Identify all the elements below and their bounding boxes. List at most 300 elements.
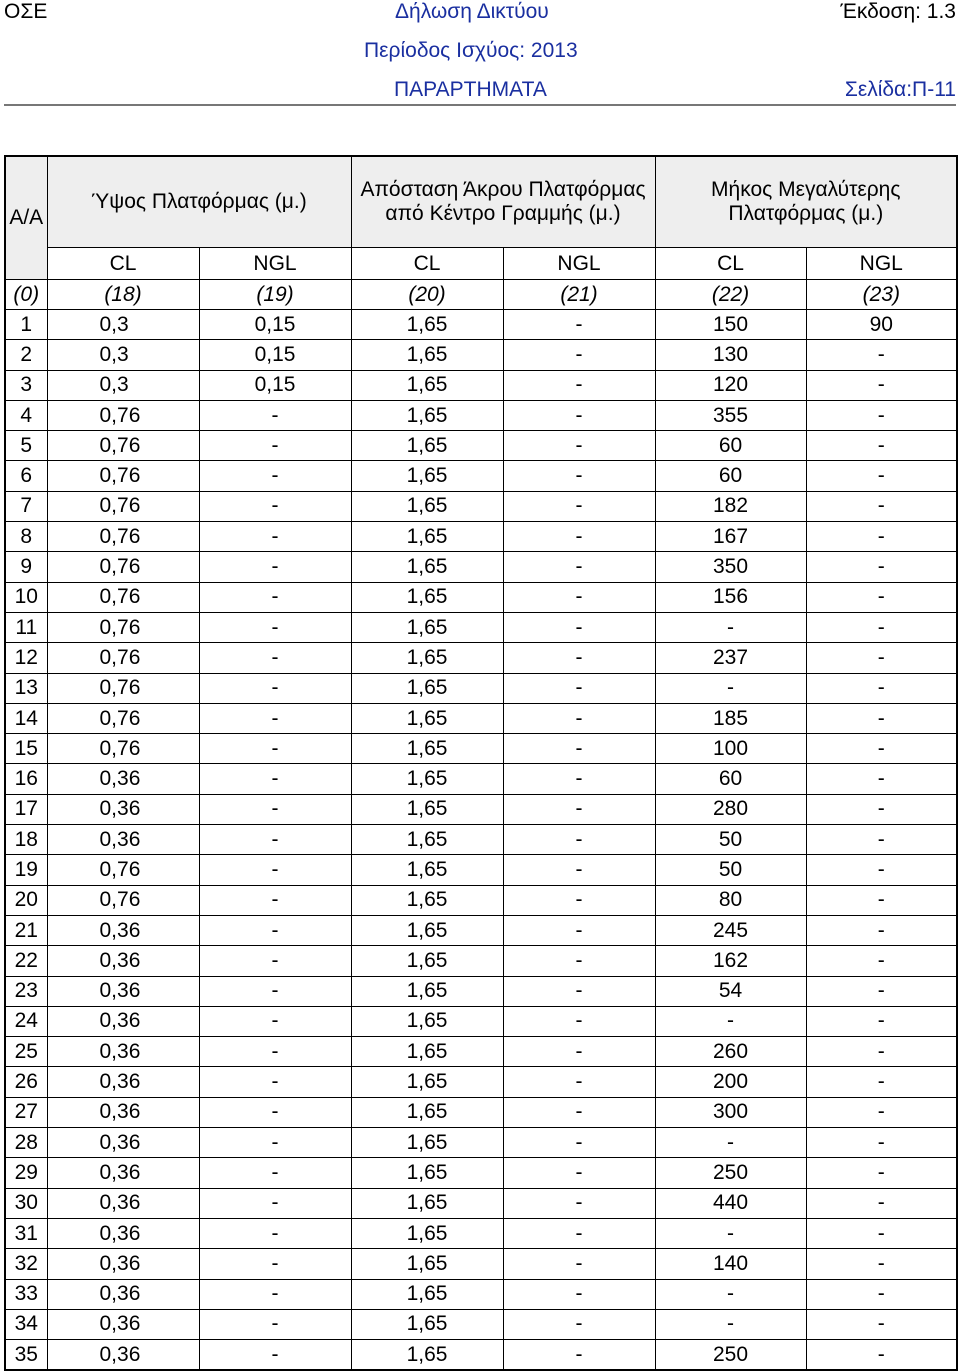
distance-ngl-cell: - — [503, 310, 655, 340]
height-ngl-cell: - — [199, 522, 351, 552]
length-ngl-cell: - — [806, 522, 957, 552]
distance-cl-cell: 1,65 — [351, 400, 503, 430]
row-number-cell: 35 — [5, 1340, 47, 1371]
table-row — [5, 794, 957, 824]
height-ngl-cell: - — [199, 1218, 351, 1248]
length-cl-cell: 54 — [655, 976, 806, 1006]
distance-ngl-cell: - — [503, 340, 655, 370]
distance-cl-cell: 1,65 — [351, 522, 503, 552]
col-header-aa: Α/Α — [5, 156, 47, 280]
distance-ngl-cell: - — [503, 400, 655, 430]
distance-ngl-cell: - — [503, 673, 655, 703]
subheader-ngl: NGL — [806, 248, 957, 280]
distance-ngl-cell: - — [503, 946, 655, 976]
height-cl-cell: 0,76 — [47, 673, 199, 703]
length-cl-cell: 350 — [655, 552, 806, 582]
length-cl-cell: 60 — [655, 431, 806, 461]
height-ngl-cell: - — [199, 885, 351, 915]
length-ngl-cell: - — [806, 1218, 957, 1248]
height-cl-cell: 0,76 — [47, 491, 199, 521]
distance-ngl-cell: - — [503, 764, 655, 794]
length-cl-cell: 50 — [655, 825, 806, 855]
length-ngl-cell: - — [806, 612, 957, 642]
height-cl-cell: 0,76 — [47, 734, 199, 764]
height-ngl-cell: - — [199, 734, 351, 764]
length-ngl-cell: - — [806, 855, 957, 885]
length-ngl-cell: - — [806, 703, 957, 733]
height-ngl-cell: - — [199, 1279, 351, 1309]
subheader-cl: CL — [655, 248, 806, 280]
height-ngl-cell: - — [199, 1340, 351, 1371]
row-number-cell: 22 — [5, 946, 47, 976]
height-cl-cell: 0,3 — [47, 340, 199, 370]
height-ngl-cell: - — [199, 794, 351, 824]
distance-cl-cell: 1,65 — [351, 1188, 503, 1218]
length-cl-cell: 120 — [655, 370, 806, 400]
length-cl-cell: 250 — [655, 1158, 806, 1188]
height-ngl-cell: - — [199, 946, 351, 976]
height-cl-cell: 0,36 — [47, 1037, 199, 1067]
height-ngl-cell: - — [199, 1128, 351, 1158]
distance-cl-cell: 1,65 — [351, 643, 503, 673]
distance-cl-cell: 1,65 — [351, 310, 503, 340]
col-number: (20) — [351, 280, 503, 310]
row-number-cell: 4 — [5, 400, 47, 430]
distance-cl-cell: 1,65 — [351, 885, 503, 915]
height-ngl-cell: - — [199, 582, 351, 612]
length-cl-cell: - — [655, 1309, 806, 1339]
distance-cl-cell: 1,65 — [351, 915, 503, 945]
distance-cl-cell: 1,65 — [351, 1128, 503, 1158]
distance-ngl-cell: - — [503, 1188, 655, 1218]
row-number-cell: 9 — [5, 552, 47, 582]
subheader-ngl: NGL — [199, 248, 351, 280]
distance-cl-cell: 1,65 — [351, 946, 503, 976]
distance-cl-cell: 1,65 — [351, 582, 503, 612]
row-number-cell: 26 — [5, 1067, 47, 1097]
length-ngl-cell: 90 — [806, 310, 957, 340]
table-row — [5, 764, 957, 794]
length-ngl-cell: - — [806, 370, 957, 400]
distance-cl-cell: 1,65 — [351, 1067, 503, 1097]
distance-cl-cell: 1,65 — [351, 764, 503, 794]
row-number-cell: 23 — [5, 976, 47, 1006]
distance-ngl-cell: - — [503, 370, 655, 400]
height-ngl-cell: 0,15 — [199, 340, 351, 370]
row-number-cell: 31 — [5, 1218, 47, 1248]
height-ngl-cell: - — [199, 976, 351, 1006]
distance-ngl-cell: - — [503, 1218, 655, 1248]
row-number-cell: 27 — [5, 1097, 47, 1127]
row-number-cell: 10 — [5, 582, 47, 612]
length-ngl-cell: - — [806, 643, 957, 673]
table-row — [5, 1249, 957, 1279]
length-ngl-cell: - — [806, 764, 957, 794]
table-row — [5, 1309, 957, 1339]
length-cl-cell: 300 — [655, 1097, 806, 1127]
distance-cl-cell: 1,65 — [351, 825, 503, 855]
distance-cl-cell: 1,65 — [351, 370, 503, 400]
header-divider — [4, 104, 956, 106]
height-cl-cell: 0,36 — [47, 1218, 199, 1248]
distance-ngl-cell: - — [503, 643, 655, 673]
row-number-cell: 29 — [5, 1158, 47, 1188]
table-row — [5, 582, 957, 612]
distance-cl-cell: 1,65 — [351, 340, 503, 370]
table-row — [5, 703, 957, 733]
distance-cl-cell: 1,65 — [351, 461, 503, 491]
row-number-cell: 3 — [5, 370, 47, 400]
length-ngl-cell: - — [806, 400, 957, 430]
height-cl-cell: 0,3 — [47, 370, 199, 400]
row-number-cell: 1 — [5, 310, 47, 340]
table-row — [5, 1067, 957, 1097]
row-number-cell: 14 — [5, 703, 47, 733]
length-cl-cell: 130 — [655, 340, 806, 370]
distance-cl-cell: 1,65 — [351, 491, 503, 521]
height-cl-cell: 0,36 — [47, 1340, 199, 1371]
distance-ngl-cell: - — [503, 1340, 655, 1371]
section-title: ΠΑΡΑΡΤΗΜΑΤΑ — [394, 78, 547, 101]
row-number-cell: 17 — [5, 794, 47, 824]
distance-cl-cell: 1,65 — [351, 552, 503, 582]
row-number-cell: 12 — [5, 643, 47, 673]
distance-ngl-cell: - — [503, 461, 655, 491]
height-cl-cell: 0,76 — [47, 855, 199, 885]
height-cl-cell: 0,36 — [47, 794, 199, 824]
height-ngl-cell: 0,15 — [199, 310, 351, 340]
height-cl-cell: 0,36 — [47, 1279, 199, 1309]
height-ngl-cell: - — [199, 1097, 351, 1127]
row-number-cell: 11 — [5, 612, 47, 642]
table-row — [5, 400, 957, 430]
height-cl-cell: 0,36 — [47, 1158, 199, 1188]
col-header-height: Ύψος Πλατφόρμας (μ.) — [47, 156, 351, 248]
table-row — [5, 612, 957, 642]
length-cl-cell: 156 — [655, 582, 806, 612]
distance-ngl-cell: - — [503, 825, 655, 855]
height-ngl-cell: - — [199, 552, 351, 582]
table-row — [5, 734, 957, 764]
distance-cl-cell: 1,65 — [351, 673, 503, 703]
distance-ngl-cell: - — [503, 612, 655, 642]
org-name: ΟΣΕ — [4, 0, 48, 23]
row-number-cell: 30 — [5, 1188, 47, 1218]
table-row — [5, 552, 957, 582]
height-cl-cell: 0,3 — [47, 310, 199, 340]
distance-cl-cell: 1,65 — [351, 1158, 503, 1188]
length-cl-cell: 260 — [655, 1037, 806, 1067]
row-number-cell: 13 — [5, 673, 47, 703]
distance-cl-cell: 1,65 — [351, 1309, 503, 1339]
table-row — [5, 370, 957, 400]
length-ngl-cell: - — [806, 340, 957, 370]
table-row — [5, 855, 957, 885]
height-ngl-cell: - — [199, 612, 351, 642]
validity-period: Περίοδος Ισχύος: 2013 — [364, 39, 578, 62]
height-ngl-cell: - — [199, 1037, 351, 1067]
distance-ngl-cell: - — [503, 491, 655, 521]
height-ngl-cell: - — [199, 764, 351, 794]
distance-ngl-cell: - — [503, 794, 655, 824]
length-ngl-cell: - — [806, 582, 957, 612]
distance-cl-cell: 1,65 — [351, 1249, 503, 1279]
table-row — [5, 976, 957, 1006]
distance-cl-cell: 1,65 — [351, 1006, 503, 1036]
height-cl-cell: 0,76 — [47, 612, 199, 642]
height-ngl-cell: - — [199, 855, 351, 885]
height-cl-cell: 0,36 — [47, 1128, 199, 1158]
height-ngl-cell: - — [199, 400, 351, 430]
height-ngl-cell: - — [199, 1249, 351, 1279]
length-cl-cell: - — [655, 1128, 806, 1158]
row-number-cell: 21 — [5, 915, 47, 945]
row-number-cell: 2 — [5, 340, 47, 370]
col-number: (0) — [5, 280, 47, 310]
height-ngl-cell: - — [199, 491, 351, 521]
table-row — [5, 1279, 957, 1309]
table-row — [5, 1097, 957, 1127]
distance-cl-cell: 1,65 — [351, 1340, 503, 1371]
table-row — [5, 885, 957, 915]
height-cl-cell: 0,76 — [47, 522, 199, 552]
table-row — [5, 825, 957, 855]
table-row — [5, 1158, 957, 1188]
row-number-cell: 19 — [5, 855, 47, 885]
col-number: (21) — [503, 280, 655, 310]
subheader-ngl: NGL — [503, 248, 655, 280]
length-ngl-cell: - — [806, 461, 957, 491]
table-row — [5, 1188, 957, 1218]
distance-cl-cell: 1,65 — [351, 612, 503, 642]
length-ngl-cell: - — [806, 431, 957, 461]
distance-ngl-cell: - — [503, 703, 655, 733]
height-ngl-cell: - — [199, 673, 351, 703]
table-row — [5, 1128, 957, 1158]
length-cl-cell: 50 — [655, 855, 806, 885]
length-cl-cell: - — [655, 1218, 806, 1248]
height-cl-cell: 0,36 — [47, 915, 199, 945]
length-ngl-cell: - — [806, 1097, 957, 1127]
row-number-cell: 7 — [5, 491, 47, 521]
length-cl-cell: 80 — [655, 885, 806, 915]
distance-ngl-cell: - — [503, 1249, 655, 1279]
row-number-cell: 32 — [5, 1249, 47, 1279]
length-ngl-cell: - — [806, 1067, 957, 1097]
length-ngl-cell: - — [806, 1158, 957, 1188]
length-ngl-cell: - — [806, 1309, 957, 1339]
distance-cl-cell: 1,65 — [351, 431, 503, 461]
col-number: (19) — [199, 280, 351, 310]
table-row — [5, 1340, 957, 1371]
length-ngl-cell: - — [806, 552, 957, 582]
distance-ngl-cell: - — [503, 1158, 655, 1188]
height-ngl-cell: - — [199, 703, 351, 733]
length-ngl-cell: - — [806, 794, 957, 824]
distance-ngl-cell: - — [503, 1067, 655, 1097]
row-number-cell: 16 — [5, 764, 47, 794]
length-ngl-cell: - — [806, 1249, 957, 1279]
height-ngl-cell: - — [199, 825, 351, 855]
length-cl-cell: 100 — [655, 734, 806, 764]
height-cl-cell: 0,76 — [47, 703, 199, 733]
col-number: (22) — [655, 280, 806, 310]
row-number-cell: 6 — [5, 461, 47, 491]
distance-ngl-cell: - — [503, 734, 655, 764]
length-cl-cell: 182 — [655, 491, 806, 521]
length-ngl-cell: - — [806, 1006, 957, 1036]
table-row — [5, 522, 957, 552]
table-row — [5, 340, 957, 370]
length-ngl-cell: - — [806, 1340, 957, 1371]
row-number-cell: 5 — [5, 431, 47, 461]
row-number-cell: 24 — [5, 1006, 47, 1036]
distance-ngl-cell: - — [503, 1309, 655, 1339]
distance-cl-cell: 1,65 — [351, 976, 503, 1006]
height-cl-cell: 0,76 — [47, 431, 199, 461]
height-ngl-cell: - — [199, 431, 351, 461]
length-ngl-cell: - — [806, 734, 957, 764]
page-number: Σελίδα:Π-11 — [844, 78, 956, 101]
length-cl-cell: 200 — [655, 1067, 806, 1097]
length-ngl-cell: - — [806, 673, 957, 703]
distance-ngl-cell: - — [503, 1037, 655, 1067]
table-header-row — [5, 156, 957, 248]
height-cl-cell: 0,76 — [47, 461, 199, 491]
row-number-cell: 28 — [5, 1128, 47, 1158]
distance-ngl-cell: - — [503, 1128, 655, 1158]
distance-cl-cell: 1,65 — [351, 1218, 503, 1248]
distance-ngl-cell: - — [503, 552, 655, 582]
length-cl-cell: 440 — [655, 1188, 806, 1218]
distance-cl-cell: 1,65 — [351, 1097, 503, 1127]
height-ngl-cell: - — [199, 1158, 351, 1188]
height-ngl-cell: - — [199, 915, 351, 945]
col-number: (23) — [806, 280, 957, 310]
distance-ngl-cell: - — [503, 522, 655, 552]
table-row — [5, 643, 957, 673]
table-row — [5, 1006, 957, 1036]
length-cl-cell: - — [655, 1279, 806, 1309]
height-cl-cell: 0,36 — [47, 764, 199, 794]
height-ngl-cell: - — [199, 1006, 351, 1036]
row-number-cell: 18 — [5, 825, 47, 855]
length-cl-cell: 60 — [655, 461, 806, 491]
distance-ngl-cell: - — [503, 582, 655, 612]
height-cl-cell: 0,76 — [47, 643, 199, 673]
column-number-row — [5, 280, 957, 310]
length-ngl-cell: - — [806, 491, 957, 521]
row-number-cell: 20 — [5, 885, 47, 915]
subheader-cl: CL — [351, 248, 503, 280]
height-ngl-cell: - — [199, 1188, 351, 1218]
length-ngl-cell: - — [806, 1037, 957, 1067]
col-header-distance: Απόσταση Άκρου Πλατφόρμας από Κέντρο Γραμμής (μ.) — [351, 156, 655, 248]
length-ngl-cell: - — [806, 1128, 957, 1158]
height-ngl-cell: - — [199, 1309, 351, 1339]
length-cl-cell: 150 — [655, 310, 806, 340]
distance-ngl-cell: - — [503, 885, 655, 915]
length-cl-cell: - — [655, 673, 806, 703]
row-number-cell: 8 — [5, 522, 47, 552]
length-cl-cell: 245 — [655, 915, 806, 945]
table-row — [5, 461, 957, 491]
subheader-cl: CL — [47, 248, 199, 280]
document-title: Δήλωση Δικτύου — [395, 0, 549, 23]
length-cl-cell: 237 — [655, 643, 806, 673]
length-ngl-cell: - — [806, 946, 957, 976]
length-cl-cell: 355 — [655, 400, 806, 430]
distance-ngl-cell: - — [503, 855, 655, 885]
length-ngl-cell: - — [806, 915, 957, 945]
length-cl-cell: - — [655, 1006, 806, 1036]
table-body — [5, 156, 957, 1370]
table-row — [5, 946, 957, 976]
platform-table — [4, 155, 958, 1371]
height-cl-cell: 0,76 — [47, 885, 199, 915]
height-cl-cell: 0,76 — [47, 400, 199, 430]
length-cl-cell: 162 — [655, 946, 806, 976]
distance-ngl-cell: - — [503, 1097, 655, 1127]
table-row — [5, 491, 957, 521]
table-row — [5, 915, 957, 945]
row-number-cell: 33 — [5, 1279, 47, 1309]
distance-ngl-cell: - — [503, 431, 655, 461]
row-number-cell: 15 — [5, 734, 47, 764]
height-cl-cell: 0,36 — [47, 825, 199, 855]
height-cl-cell: 0,36 — [47, 1188, 199, 1218]
height-cl-cell: 0,76 — [47, 582, 199, 612]
length-cl-cell: - — [655, 612, 806, 642]
length-ngl-cell: - — [806, 885, 957, 915]
distance-cl-cell: 1,65 — [351, 734, 503, 764]
height-ngl-cell: - — [199, 461, 351, 491]
table-row — [5, 431, 957, 461]
table-subheader-row — [5, 248, 957, 280]
height-ngl-cell: - — [199, 643, 351, 673]
distance-cl-cell: 1,65 — [351, 1279, 503, 1309]
height-ngl-cell: 0,15 — [199, 370, 351, 400]
length-cl-cell: 140 — [655, 1249, 806, 1279]
height-cl-cell: 0,36 — [47, 1097, 199, 1127]
col-number: (18) — [47, 280, 199, 310]
table-row — [5, 1218, 957, 1248]
table-row — [5, 310, 957, 340]
length-cl-cell: 185 — [655, 703, 806, 733]
height-cl-cell: 0,36 — [47, 1249, 199, 1279]
height-cl-cell: 0,36 — [47, 976, 199, 1006]
col-header-length: Μήκος Μεγαλύτερης Πλατφόρμας (μ.) — [655, 156, 957, 248]
distance-ngl-cell: - — [503, 1006, 655, 1036]
distance-ngl-cell: - — [503, 915, 655, 945]
length-ngl-cell: - — [806, 1188, 957, 1218]
row-number-cell: 25 — [5, 1037, 47, 1067]
height-cl-cell: 0,36 — [47, 1067, 199, 1097]
length-ngl-cell: - — [806, 976, 957, 1006]
table-row — [5, 1037, 957, 1067]
length-cl-cell: 280 — [655, 794, 806, 824]
height-cl-cell: 0,36 — [47, 1006, 199, 1036]
height-ngl-cell: - — [199, 1067, 351, 1097]
table-row — [5, 673, 957, 703]
edition-label: Έκδοση: 1.3 — [840, 0, 956, 23]
height-cl-cell: 0,76 — [47, 552, 199, 582]
length-ngl-cell: - — [806, 1279, 957, 1309]
distance-ngl-cell: - — [503, 976, 655, 1006]
distance-cl-cell: 1,65 — [351, 794, 503, 824]
length-cl-cell: 167 — [655, 522, 806, 552]
length-cl-cell: 250 — [655, 1340, 806, 1371]
